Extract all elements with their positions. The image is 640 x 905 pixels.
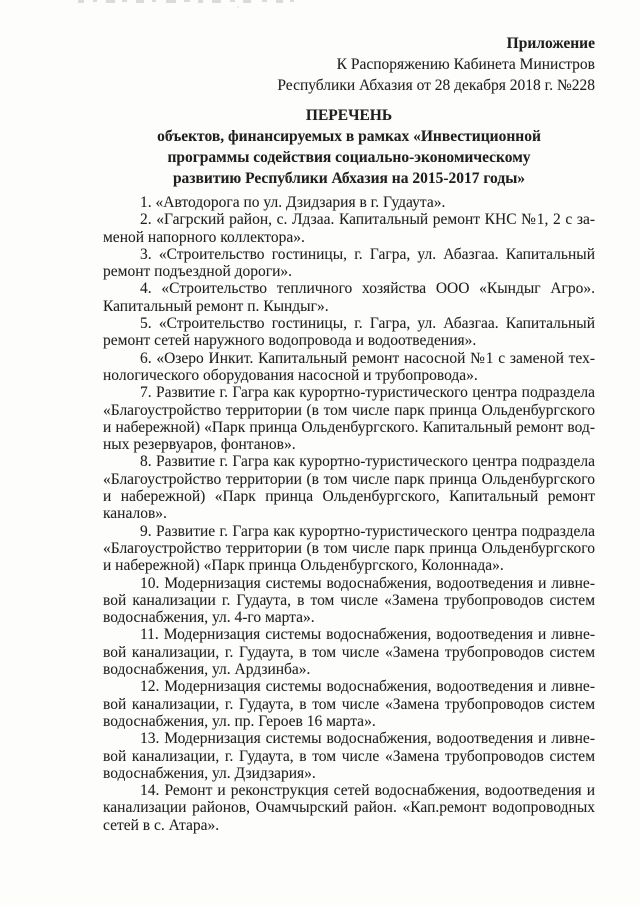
scan-speck <box>494 151 497 153</box>
title-line-3: программы содействия социально-экономическому <box>167 149 531 166</box>
list-item: 6. «Озеро Инкит. Капитальный ремонт насосной №1 с заменой технологического оборудования насосной и трубопровода». <box>103 349 595 384</box>
scan-artifact <box>122 0 127 2</box>
list-item: 13. Модернизация системы водоснабжения, водоотведения и ливневой канализации, г. Гудаута, в том числе «Замена трубопроводов систем водоснабжения, ул. Дзидзария». <box>103 730 595 782</box>
list-item: 5. «Строительство гостиницы, г. Гагра, ул. Абазгаа. Капитальный ремонт сетей наружного водопровода и водоотведения». <box>103 315 595 350</box>
list-item: 14. Ремонт и реконструкция сетей водоснабжения, водоотведения и канализации районов, Очамчырский район. «Кап.ремонт водопроводных сетей в с. Атара». <box>103 782 595 834</box>
document-title <box>103 105 595 189</box>
list-item: 4. «Строительство тепличного хозяйства ООО «Кындыг Агро». Капитальный ремонт п. Кындыг». <box>103 280 595 315</box>
scan-artifact <box>262 0 267 2</box>
scan-artifact <box>212 0 221 3</box>
header-order-date-line: Республики Абхазия от 28 декабря 2018 г. №228 <box>277 77 595 94</box>
document-header <box>103 33 595 96</box>
scan-artifact <box>152 0 156 2</box>
list-item: 2. «Гагрский район, с. Лдзаа. Капитальный ремонт КНС №1, 2 с заменой напорного коллектора». <box>103 211 595 246</box>
list-item: 9. Развитие г. Гагра как курортно-туристического центра подраздела «Благоустройство территории (в том числе парк принца Ольденбургского и набережной) «Парк принца Ольденбургского, Колоннада». <box>103 522 595 575</box>
list-item: 1. «Автодорога по ул. Дзидзария в г. Гудаута». <box>140 194 446 211</box>
title-line-2: объектов, финансируемых в рамках «Инвестиционной <box>157 128 541 145</box>
document-body <box>103 194 595 834</box>
title-line-4: развитию Республики Абхазия на 2015-2017 годы» <box>172 170 526 187</box>
scan-artifact <box>243 0 251 3</box>
scan-artifact <box>184 0 190 2</box>
scan-artifact <box>290 0 294 2</box>
title-line-1: ПЕРЕЧЕНЬ <box>305 107 393 124</box>
scan-artifact <box>230 0 235 2</box>
scan-artifact <box>198 0 203 3</box>
list-item: 10. Модернизация системы водоснабжения, водоотведения и ливневой канализации г. Гудаута, в том числе «Замена трубопроводов систем водоснабжения, ул. 4-го марта». <box>103 574 595 627</box>
scan-artifact <box>136 0 144 3</box>
list-item: 7. Развитие г. Гагра как курортно-туристического центра подраздела «Благоустройство территории (в том числе парк принца Ольденбургского и набережной) «Парк принца Ольденбургского. Капитальный ремонт водных резервуаров, фонтанов». <box>103 384 595 454</box>
list-item: 12. Модернизация системы водоснабжения, водоотведения и ливневой канализации, г. Гудаута, в том числе «Замена трубопроводов систем водоснабжения, ул. пр. Героев 16 марта». <box>103 678 595 730</box>
scan-artifact <box>276 0 283 3</box>
scan-artifact <box>78 0 84 3</box>
scan-artifact <box>166 0 176 3</box>
header-order-line: К Распоряжению Кабинета Министров <box>336 56 595 73</box>
scan-speck <box>237 6 239 8</box>
list-item: 11. Модернизация системы водоснабжения, водоотведения и ливневой канализации, г. Гудаута, в том числе «Замена трубопроводов систем водоснабжения, ул. Ардзинба». <box>103 626 595 679</box>
scan-artifact <box>93 0 97 2</box>
header-appendix-label: Приложение <box>506 35 595 52</box>
list-item: 3. «Строительство гостиницы, г. Гагра, ул. Абазгаа. Капитальный ремонт подъездной дороги». <box>103 245 595 281</box>
list-item: 8. Развитие г. Гагра как курортно-туристического центра подраздела «Благоустройство территории (в том числе парк принца Ольденбургского и набережной) «Парк принца Ольденбургского, Капитальный ремонт каналов». <box>103 453 595 523</box>
scan-artifact <box>106 0 115 3</box>
